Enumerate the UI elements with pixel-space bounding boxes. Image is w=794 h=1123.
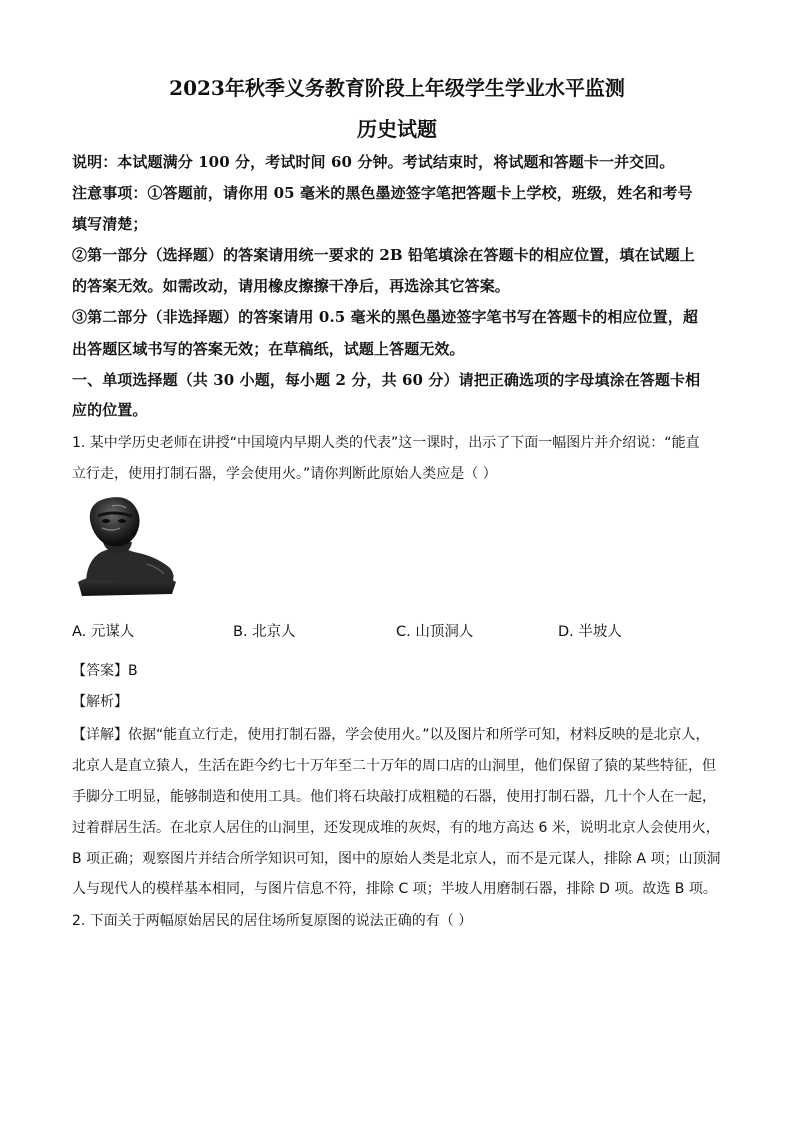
option-a: A. 元谋人: [72, 624, 135, 640]
exam-subject: 历史试题: [357, 117, 437, 141]
instruction-line: ③第二部分（非选择题）的答案请用 0.5 毫米的黑色墨迹签字笔书写在答题卡的相应位置，超: [72, 308, 698, 326]
question-stem: 2. 下面关于两幅原始居民的居住场所复原图的说法正确的有（ ）: [72, 913, 473, 929]
analysis-text: 【详解】依据“能直立行走，使用打制石器，学会使用火。”以及图片和所学可知，材料反映的是北京人，: [72, 727, 710, 743]
option-b: B. 北京人: [233, 624, 296, 640]
analysis-label: 【解析】: [72, 694, 128, 710]
instruction-line: 注意事项：①答题前，请你用 05 毫米的黑色墨迹签字笔把答题卡上学校，班级，姓名和考号: [72, 184, 693, 202]
analysis-text: 手脚分工明显，能够制造和使用工具。他们将石块敲打成粗糙的石器，使用打制石器，几十个人在一起，: [72, 789, 716, 805]
analysis-text: B 项正确；观察图片并结合所学知识可知，图中的原始人类是北京人，而不是元谋人，排除 A 项；山顶洞: [72, 851, 721, 867]
section-heading: 一、单项选择题（共 30 小题，每小题 2 分，共 60 分）请把正确选项的字母填涂在答题卡相: [72, 371, 701, 389]
instruction-line: 出答题区域书写的答案无效；在草稿纸，试题上答题无效。: [72, 340, 465, 358]
option-c: C. 山顶洞人: [396, 624, 474, 640]
section-heading: 应的位置。: [72, 401, 148, 419]
analysis-text: 北京人是直立猿人，生活在距今约七十万年至二十万年的周口店的山洞里，他们保留了猿的某些特征，但: [72, 758, 716, 774]
question-stem: 1. 某中学历史老师在讲授“中国境内早期人类的代表”这一课时，出示了下面一幅图片并介绍说：“能直: [72, 435, 700, 451]
instruction-line: 说明：本试题满分 100 分，考试时间 60 分钟。考试结束时，将试题和答题卡一并交回。: [72, 153, 675, 171]
analysis-text: 过着群居生活。在北京人居住的山洞里，还发现成堆的灰烬，有的地方高达 6 米，说明北京人会使用火，: [72, 820, 720, 836]
answer-label: 【答案】B: [72, 663, 138, 679]
instruction-line: ②第一部分（选择题）的答案请用统一要求的 2B 铅笔填涂在答题卡的相应位置，填在试题上: [72, 246, 695, 264]
peking-man-bust-image: [72, 494, 182, 598]
instruction-line: 的答案无效。如需改动，请用橡皮擦擦干净后，再选涂其它答案。: [72, 277, 510, 295]
exam-title: 2023年秋季义务教育阶段上年级学生学业水平监测: [169, 76, 625, 100]
instruction-line: 填写清楚；: [72, 215, 148, 233]
question-stem: 立行走，使用打制石器，学会使用火。”请你判断此原始人类应是（ ）: [72, 466, 497, 482]
analysis-text: 人与现代人的模样基本相同，与图片信息不符，排除 C 项；半坡人用磨制石器，排除 D 项。故选 B 项。: [72, 881, 717, 897]
option-d: D. 半坡人: [558, 624, 622, 640]
